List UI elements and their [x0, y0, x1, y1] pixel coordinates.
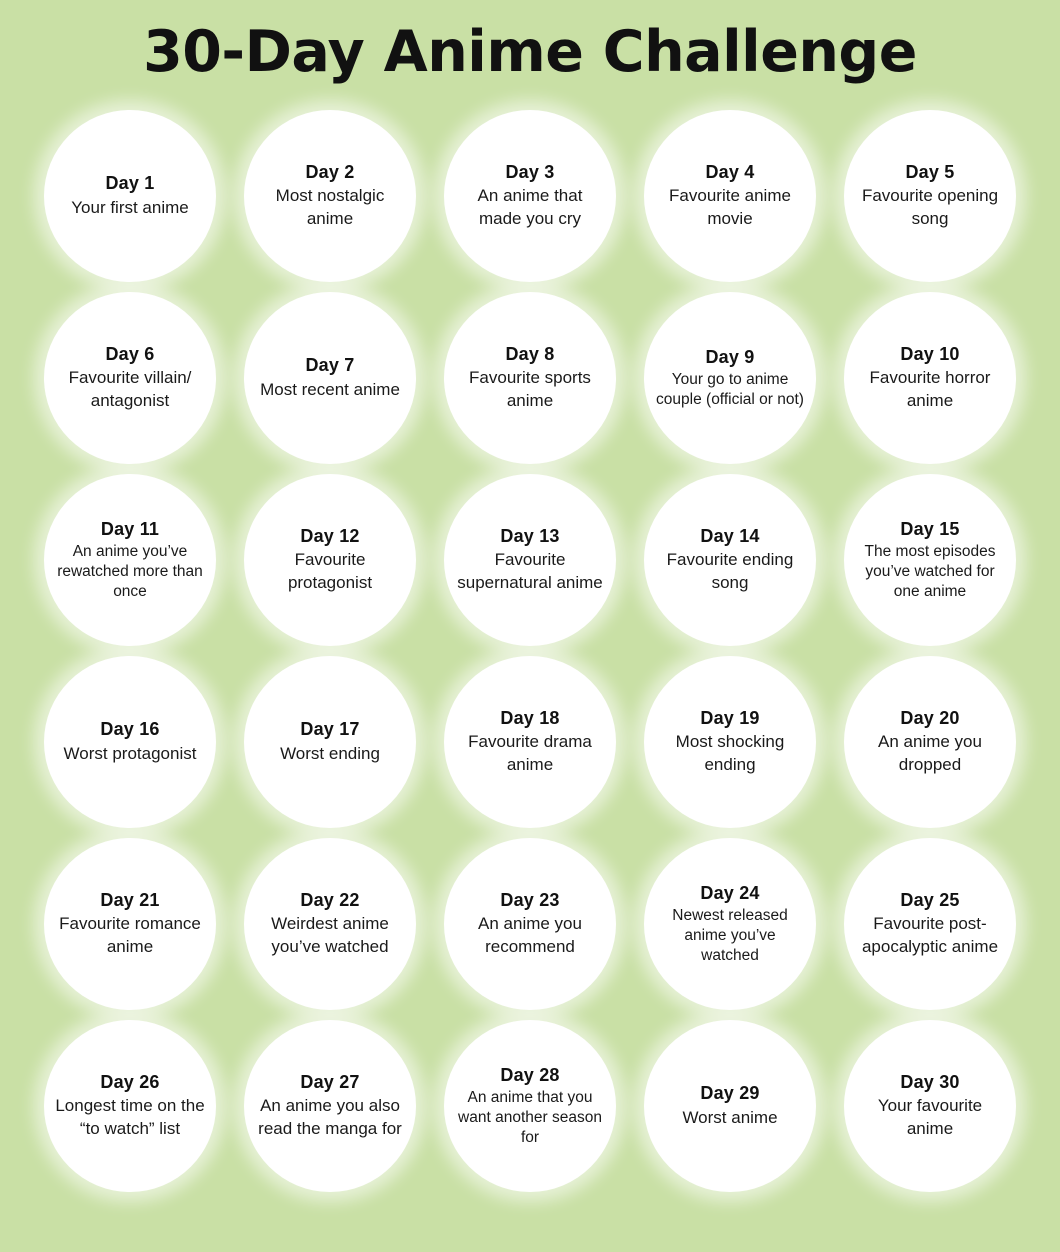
day-prompt: An anime you recommend: [478, 914, 582, 957]
day-bubble: [244, 1020, 416, 1192]
day-cell: [630, 287, 830, 469]
day-bubble: [644, 656, 816, 828]
day-prompt: An anime that you want another season for: [458, 1089, 602, 1147]
day-prompt: Favourite ending song: [666, 550, 794, 593]
day-bubble: [444, 474, 616, 646]
day-cell: [430, 287, 630, 469]
day-cell: [830, 1015, 1030, 1197]
day-label: Day 6: [105, 343, 155, 364]
day-prompt: Newest released anime you’ve watched: [672, 907, 788, 965]
day-label: Day 14: [700, 525, 760, 546]
day-prompt: Most shocking ending: [675, 732, 785, 775]
day-label: Day 16: [100, 719, 160, 740]
day-prompt: Favourite sports anime: [469, 368, 591, 411]
day-prompt: Favourite romance anime: [59, 914, 201, 957]
day-cell: [30, 105, 230, 287]
day-cell: [830, 287, 1030, 469]
day-prompt: Favourite opening song: [861, 186, 999, 229]
day-bubble: [444, 656, 616, 828]
day-grid: [30, 81, 1030, 1197]
day-prompt: Most nostalgic anime: [275, 186, 385, 229]
day-bubble: [644, 1020, 816, 1192]
day-label: Day 27: [300, 1071, 360, 1092]
day-bubble: [244, 656, 416, 828]
day-bubble: [844, 110, 1016, 282]
day-bubble: [844, 838, 1016, 1010]
day-prompt: Most recent anime: [260, 379, 400, 399]
day-cell: [830, 469, 1030, 651]
day-bubble: [844, 474, 1016, 646]
day-label: Day 4: [705, 161, 755, 182]
day-label: Day 28: [500, 1064, 560, 1085]
day-cell: [430, 651, 630, 833]
day-cell: [230, 105, 430, 287]
day-cell: [30, 833, 230, 1015]
day-prompt: Favourite supernatural anime: [457, 550, 603, 593]
day-label: Day 8: [505, 343, 555, 364]
day-label: Day 7: [305, 355, 355, 376]
day-label: Day 17: [300, 719, 360, 740]
day-cell: [630, 1015, 830, 1197]
day-cell: [230, 469, 430, 651]
day-bubble: [844, 656, 1016, 828]
day-bubble: [44, 656, 216, 828]
day-label: Day 25: [900, 889, 960, 910]
day-label: Day 12: [300, 525, 360, 546]
day-bubble: [844, 1020, 1016, 1192]
day-bubble: [244, 110, 416, 282]
day-prompt: Your go to anime couple (official or not): [656, 371, 804, 409]
day-bubble: [644, 110, 816, 282]
day-label: Day 24: [700, 882, 760, 903]
day-prompt: An anime that made you cry: [477, 186, 583, 229]
day-bubble: [444, 838, 616, 1010]
day-cell: [430, 469, 630, 651]
day-label: Day 26: [100, 1071, 160, 1092]
day-cell: [630, 833, 830, 1015]
day-label: Day 19: [700, 707, 760, 728]
day-cell: [430, 105, 630, 287]
page-title: 30-Day Anime Challenge: [143, 19, 917, 85]
day-cell: [230, 287, 430, 469]
day-cell: [30, 469, 230, 651]
day-prompt: Favourite protagonist: [287, 550, 373, 593]
day-cell: [230, 1015, 430, 1197]
day-label: Day 18: [500, 707, 560, 728]
day-prompt: Worst ending: [280, 743, 380, 763]
day-bubble: [44, 838, 216, 1010]
day-prompt: An anime you also read the manga for: [258, 1096, 402, 1139]
day-prompt: Longest time on the “to watch” list: [55, 1096, 205, 1139]
day-label: Day 11: [100, 518, 160, 539]
day-prompt: An anime you’ve rewatched more than once: [57, 543, 203, 601]
day-cell: [30, 651, 230, 833]
day-cell: [630, 651, 830, 833]
day-prompt: Your first anime: [71, 197, 189, 217]
day-cell: [430, 833, 630, 1015]
day-label: Day 21: [100, 889, 160, 910]
day-cell: [630, 469, 830, 651]
day-bubble: [844, 292, 1016, 464]
day-bubble: [644, 474, 816, 646]
day-label: Day 1: [105, 173, 155, 194]
day-label: Day 30: [900, 1071, 960, 1092]
day-cell: [30, 287, 230, 469]
day-cell: [830, 105, 1030, 287]
day-label: Day 13: [500, 525, 560, 546]
day-cell: [830, 833, 1030, 1015]
day-label: Day 10: [900, 343, 960, 364]
day-label: Day 3: [505, 161, 555, 182]
day-cell: [830, 651, 1030, 833]
day-prompt: Worst protagonist: [63, 743, 197, 763]
day-bubble: [244, 474, 416, 646]
day-prompt: Favourite drama anime: [468, 732, 592, 775]
day-bubble: [44, 292, 216, 464]
day-cell: [630, 105, 830, 287]
day-prompt: An anime you dropped: [878, 732, 982, 775]
day-bubble: [44, 1020, 216, 1192]
day-label: Day 2: [305, 161, 355, 182]
day-bubble: [644, 292, 816, 464]
day-bubble: [644, 838, 816, 1010]
day-cell: [230, 651, 430, 833]
day-bubble: [244, 292, 416, 464]
day-label: Day 23: [500, 889, 560, 910]
day-prompt: Weirdest anime you’ve watched: [271, 914, 389, 957]
day-label: Day 22: [300, 889, 360, 910]
day-prompt: Your favourite anime: [877, 1096, 983, 1139]
day-label: Day 29: [700, 1083, 760, 1104]
day-cell: [230, 833, 430, 1015]
day-cell: [430, 1015, 630, 1197]
day-label: Day 15: [900, 518, 960, 539]
day-bubble: [444, 110, 616, 282]
day-label: Day 20: [900, 707, 960, 728]
day-cell: [30, 1015, 230, 1197]
day-prompt: Favourite villain/ antagonist: [68, 368, 192, 411]
day-bubble: [444, 1020, 616, 1192]
day-prompt: Favourite horror anime: [869, 368, 991, 411]
day-prompt: The most episodes you’ve watched for one anime: [864, 543, 996, 601]
day-bubble: [444, 292, 616, 464]
day-prompt: Favourite post-apocalyptic anime: [861, 914, 999, 957]
day-label: Day 9: [705, 346, 755, 367]
day-prompt: Worst anime: [682, 1107, 778, 1127]
day-bubble: [44, 474, 216, 646]
day-bubble: [44, 110, 216, 282]
day-prompt: Favourite anime movie: [669, 186, 791, 229]
day-label: Day 5: [905, 161, 955, 182]
day-bubble: [244, 838, 416, 1010]
